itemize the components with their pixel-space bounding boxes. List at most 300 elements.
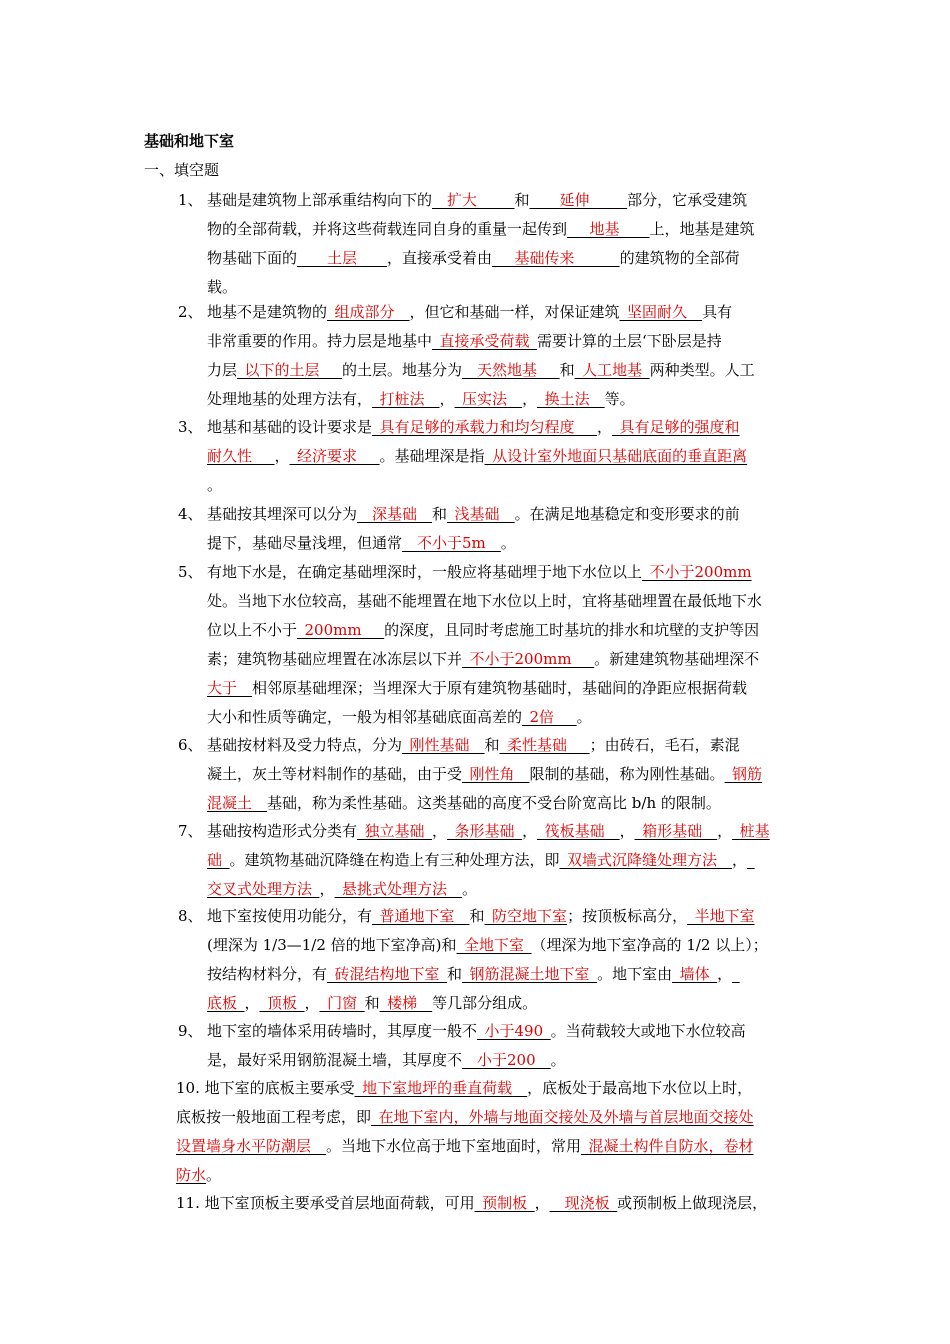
answer-text: 楼梯 bbox=[387, 994, 418, 1012]
text-line bbox=[207, 731, 807, 760]
answer-text: 不小于200mm bbox=[469, 650, 572, 668]
blank-underline: _ bbox=[574, 361, 583, 379]
question-text: 地下室的墙体采用砖墙时，其厚度一般不 bbox=[207, 1022, 478, 1040]
question-text: ， bbox=[244, 994, 260, 1012]
blank-underline: _ bbox=[581, 1137, 589, 1155]
question-text: 的土层。地基分为 bbox=[342, 361, 463, 379]
text-line bbox=[207, 789, 807, 818]
answer-text: 小于490 bbox=[484, 1022, 544, 1040]
answer-text: 2倍 bbox=[529, 708, 555, 726]
answer-text: 双墙式沉降缝处理方法 bbox=[567, 851, 718, 869]
question-text: 。 bbox=[206, 1166, 222, 1184]
text-line bbox=[207, 215, 807, 244]
blank-underline: ___ bbox=[567, 220, 590, 238]
question-text: 。当荷载较大或地下水位较高 bbox=[550, 1022, 746, 1040]
answer-text: 组成部分 bbox=[334, 303, 395, 321]
answer-text: 普通地下室 bbox=[379, 907, 455, 925]
answer-text: 防水 bbox=[176, 1166, 207, 1184]
blank-underline: __ bbox=[417, 505, 433, 523]
answer-text: 混凝土 bbox=[207, 794, 253, 812]
text-line bbox=[207, 1017, 807, 1046]
question-text: ， bbox=[717, 822, 733, 840]
answer-text: 换土法 bbox=[544, 390, 590, 408]
question-text: 。在满足地基稳定和变形要求的前 bbox=[514, 505, 740, 523]
answer-text: 浅基础 bbox=[454, 505, 500, 523]
blank-underline: _ bbox=[619, 303, 628, 321]
text-line bbox=[207, 703, 807, 732]
question-body bbox=[207, 731, 807, 818]
blank-underline: _ bbox=[484, 447, 493, 465]
question-body bbox=[207, 817, 807, 904]
blank-underline: _ bbox=[474, 1194, 483, 1212]
question-text: 的建筑物的全部荷 bbox=[619, 249, 740, 267]
answer-text: 天然地基 bbox=[477, 361, 538, 379]
blank-underline: _ bbox=[327, 303, 335, 321]
text-line bbox=[207, 327, 807, 356]
blank-underline: _ bbox=[222, 851, 230, 869]
section-heading: 一、填空题 bbox=[144, 161, 220, 179]
blank-underline: __ bbox=[687, 303, 703, 321]
blank-underline: _____ bbox=[477, 191, 515, 209]
question-body bbox=[176, 1189, 808, 1218]
blank-underline: ____ bbox=[297, 249, 328, 267]
question-text: 。 bbox=[207, 476, 223, 494]
text-line bbox=[207, 244, 807, 273]
blank-underline: ____ bbox=[357, 249, 388, 267]
question-text: ， bbox=[432, 822, 448, 840]
question-number: 1、 bbox=[178, 191, 203, 209]
text-line bbox=[207, 587, 807, 616]
blank-underline: _ bbox=[312, 880, 320, 898]
question-text: ， bbox=[274, 447, 290, 465]
answer-text: 具有足够的强度和 bbox=[619, 418, 740, 436]
question-text: 地下室按使用功能分，有 bbox=[207, 907, 373, 925]
text-line bbox=[207, 1046, 807, 1075]
blank-underline: _ bbox=[372, 390, 380, 408]
answer-text: 混凝土构件自防水，卷材 bbox=[588, 1137, 754, 1155]
answer-text: 预制板 bbox=[482, 1194, 528, 1212]
answer-text: 刚性角 bbox=[469, 765, 515, 783]
blank-underline: _ bbox=[537, 390, 545, 408]
answer-text: 箱形基础 bbox=[642, 822, 703, 840]
question-text: ，直接承受着由 bbox=[387, 249, 493, 267]
question-text: ，底板处于最高地下水位以上时， bbox=[527, 1079, 753, 1097]
blank-underline: __ bbox=[394, 303, 410, 321]
question-text: 素；建筑物基础应埋置在冰冻层以下并 bbox=[207, 650, 463, 668]
text-line bbox=[176, 1189, 808, 1218]
question-body bbox=[207, 558, 807, 732]
blank-underline: _ bbox=[747, 851, 755, 869]
question-text: 是，最好采用钢筋混凝土墙，其厚度不 bbox=[207, 1051, 463, 1069]
question-text: 基础是建筑物上部承重结构向下的 bbox=[207, 191, 433, 209]
blank-underline: ___ bbox=[537, 361, 560, 379]
blank-underline: _ bbox=[462, 965, 470, 983]
question-text: ， bbox=[619, 822, 635, 840]
question-text: 具有 bbox=[702, 303, 733, 321]
blank-underline: __ bbox=[311, 1137, 327, 1155]
document-title: 基础和地下室 bbox=[144, 132, 235, 150]
text-line bbox=[207, 960, 807, 989]
answer-text: 条形基础 bbox=[454, 822, 515, 840]
answer-text: 防空地下室 bbox=[492, 907, 568, 925]
question-body bbox=[207, 902, 807, 1018]
question-text: 。当地下水位高于地下室地面时，常用 bbox=[326, 1137, 582, 1155]
question-text: 部分，它承受建筑 bbox=[627, 191, 748, 209]
answer-text: 础 bbox=[207, 851, 223, 869]
blank-underline: _ bbox=[424, 822, 433, 840]
blank-underline: _ bbox=[237, 994, 245, 1012]
blank-underline: _ bbox=[357, 822, 365, 840]
blank-underline: ___ bbox=[574, 418, 598, 436]
text-line bbox=[207, 875, 807, 904]
blank-underline: ___ bbox=[252, 447, 275, 465]
question-text: 处。当地下水位较高，基础不能埋置在地下水位以上时，宜将基础埋置在最低地下水 bbox=[207, 592, 763, 610]
text-line bbox=[207, 442, 807, 471]
blank-underline: _ bbox=[289, 447, 298, 465]
blank-underline: _ bbox=[609, 1194, 618, 1212]
answer-text: 钢筋混凝土地下室 bbox=[469, 965, 590, 983]
question-text: ， bbox=[304, 994, 320, 1012]
blank-underline: __ bbox=[417, 994, 433, 1012]
blank-underline: _ bbox=[372, 418, 380, 436]
question-number: 4、 bbox=[178, 505, 203, 523]
question-text: 基础，称为柔性基础。这类基础的高度不受台阶宽高比 b/h 的限制。 bbox=[267, 794, 721, 812]
answer-text: 桩基 bbox=[739, 822, 770, 840]
question-text: 限制的基础，称为刚性基础。 bbox=[529, 765, 725, 783]
text-line bbox=[207, 471, 807, 500]
blank-underline: _ bbox=[527, 1194, 535, 1212]
blank-underline: _ bbox=[522, 708, 530, 726]
question-number: 9、 bbox=[178, 1022, 203, 1040]
question-text: ， bbox=[319, 880, 335, 898]
question-text: 凝土，灰土等材料制作的基础，由于受 bbox=[207, 765, 463, 783]
question-text: 物的全部荷载，并将这些荷载连同自身的重量一起传到 bbox=[207, 220, 568, 238]
question-text: 和 bbox=[484, 736, 500, 754]
text-line bbox=[176, 1161, 808, 1190]
question-text: 基础按其埋深可以分为 bbox=[207, 505, 358, 523]
blank-underline: _ bbox=[559, 851, 568, 869]
blank-underline: _ bbox=[432, 332, 440, 350]
answer-text: 门窗 bbox=[327, 994, 358, 1012]
answer-text: 顶板 bbox=[267, 994, 298, 1012]
blank-underline: _ bbox=[537, 822, 545, 840]
blank-underline: __ bbox=[252, 794, 268, 812]
question-text: 和 bbox=[364, 994, 380, 1012]
blank-underline: __ bbox=[469, 736, 485, 754]
blank-underline: _ bbox=[357, 994, 365, 1012]
blank-underline: __ bbox=[357, 505, 373, 523]
question-text: 载。 bbox=[207, 278, 238, 296]
blank-underline: _ bbox=[672, 965, 680, 983]
answer-text: 全地下室 bbox=[464, 936, 525, 954]
answer-text: 现浇板 bbox=[564, 1194, 610, 1212]
text-line bbox=[176, 1132, 808, 1161]
answer-text: 土层 bbox=[327, 249, 358, 267]
question-text: 大小和性质等确定，一般为相邻基础底面高差的 bbox=[207, 708, 523, 726]
question-number: 7、 bbox=[178, 822, 203, 840]
question-number: 8、 bbox=[178, 907, 203, 925]
answer-text: 半地下室 bbox=[694, 907, 755, 925]
question-text: 和 bbox=[559, 361, 575, 379]
answer-text: 人工地基 bbox=[582, 361, 643, 379]
blank-underline: _ bbox=[319, 994, 328, 1012]
question-text: 有地下水是，在确定基础埋深时，一般应将基础埋于地下水位以上 bbox=[207, 563, 643, 581]
blank-underline: ___ bbox=[571, 650, 595, 668]
blank-underline: _ bbox=[709, 965, 718, 983]
text-line bbox=[207, 902, 807, 931]
blank-underline: __ bbox=[549, 1194, 565, 1212]
question-text: 。 bbox=[500, 534, 516, 552]
question-text: 和 bbox=[469, 907, 485, 925]
question-text: 10. 地下室的底板主要承受 bbox=[176, 1079, 355, 1097]
blank-underline: ___ bbox=[567, 736, 590, 754]
blank-underline: ____ bbox=[619, 220, 650, 238]
question-number: 6、 bbox=[178, 736, 203, 754]
blank-underline: ___ bbox=[554, 708, 577, 726]
question-text: ， bbox=[597, 418, 613, 436]
text-line bbox=[207, 413, 807, 442]
answer-text: 从设计室外地面只基础底面的垂直距离 bbox=[492, 447, 748, 465]
question-text: 相邻原基础埋深；当埋深大于原有建筑物基础时，基础间的净距应根据荷载 bbox=[252, 679, 748, 697]
blank-underline: ___ bbox=[357, 447, 380, 465]
blank-underline: _ bbox=[447, 822, 455, 840]
answer-text: 底板 bbox=[207, 994, 238, 1012]
blank-underline: _ bbox=[379, 994, 388, 1012]
question-text: 基础按构造形式分类有 bbox=[207, 822, 358, 840]
blank-underline: _ bbox=[524, 936, 532, 954]
blank-underline: _ bbox=[327, 965, 335, 983]
question-text: ， bbox=[732, 851, 748, 869]
blank-underline: __ bbox=[462, 361, 478, 379]
question-text: ， bbox=[522, 390, 538, 408]
blank-underline: __ bbox=[462, 1051, 478, 1069]
question-text: ， bbox=[717, 965, 733, 983]
text-line bbox=[207, 529, 807, 558]
blank-underline: _ bbox=[642, 361, 650, 379]
question-text: 非常重要的作用。持力层是地基中 bbox=[207, 332, 433, 350]
answer-text: 直接承受荷载 bbox=[439, 332, 530, 350]
question-text: 的深度，且同时考虑施工时基坑的排水和坑壁的支护等因 bbox=[384, 621, 760, 639]
answer-text: 柔性基础 bbox=[507, 736, 568, 754]
text-line bbox=[207, 645, 807, 674]
text-line bbox=[207, 846, 807, 875]
answer-text: 钢筋 bbox=[732, 765, 763, 783]
blank-underline: ___ bbox=[492, 249, 515, 267]
blank-underline: __ bbox=[507, 390, 523, 408]
text-line bbox=[207, 186, 807, 215]
blank-underline: _ bbox=[499, 736, 508, 754]
answer-text: 墙体 bbox=[679, 965, 710, 983]
blank-underline: _ bbox=[371, 1108, 379, 1126]
answer-text: 耐久性 bbox=[207, 447, 253, 465]
blank-underline: __ bbox=[447, 880, 463, 898]
question-text: 。 bbox=[550, 1051, 566, 1069]
text-line bbox=[207, 558, 807, 587]
blank-underline: _ bbox=[634, 822, 643, 840]
blank-underline: ___ bbox=[319, 361, 343, 379]
blank-underline: _ bbox=[456, 936, 465, 954]
question-text: ；由砖石，毛石，素混 bbox=[589, 736, 740, 754]
answer-text: 独立基础 bbox=[364, 822, 425, 840]
answer-text: 扩大 bbox=[447, 191, 478, 209]
text-line bbox=[176, 1103, 808, 1132]
blank-underline: _ bbox=[462, 765, 470, 783]
question-body bbox=[207, 186, 807, 302]
blank-underline: _ bbox=[447, 505, 455, 523]
question-text: 底板按一般地面工程考虑，即 bbox=[176, 1108, 372, 1126]
blank-underline: __ bbox=[402, 534, 418, 552]
question-number: 5、 bbox=[178, 563, 203, 581]
question-text: ， bbox=[439, 390, 455, 408]
answer-text: 地基 bbox=[589, 220, 620, 238]
question-text: 提下，基础尽量浅埋，但通常 bbox=[207, 534, 403, 552]
blank-underline: _ bbox=[732, 965, 740, 983]
blank-underline: _ bbox=[484, 907, 493, 925]
blank-underline: _ bbox=[237, 361, 245, 379]
blank-underline: __ bbox=[499, 505, 515, 523]
question-text: ， bbox=[522, 822, 538, 840]
blank-underline: __ bbox=[535, 1051, 551, 1069]
answer-text: 设置墙身水平防潮层 bbox=[176, 1137, 312, 1155]
question-text: ， bbox=[534, 1194, 550, 1212]
question-text: 等几部分组成。 bbox=[432, 994, 538, 1012]
blank-underline: _ bbox=[259, 994, 268, 1012]
question-text: 需要计算的土层‘下卧层是持 bbox=[537, 332, 722, 350]
blank-underline: __ bbox=[717, 851, 733, 869]
blank-underline: _ bbox=[297, 621, 305, 639]
blank-underline: _ bbox=[297, 994, 305, 1012]
text-line bbox=[207, 616, 807, 645]
question-text: 。地下室由 bbox=[597, 965, 673, 983]
blank-underline: __ bbox=[512, 1079, 528, 1097]
question-text: 处理地基的处理方法有， bbox=[207, 390, 373, 408]
answer-text: 深基础 bbox=[372, 505, 418, 523]
blank-underline: _ bbox=[642, 563, 650, 581]
blank-underline: _ bbox=[543, 1022, 551, 1040]
question-text: 基础按材料及受力特点，分为 bbox=[207, 736, 403, 754]
question-text: 和 bbox=[432, 505, 448, 523]
answer-text: 200mm bbox=[304, 621, 362, 639]
blank-underline: _ bbox=[402, 736, 410, 754]
question-text: ；按顶板标高分， bbox=[567, 907, 688, 925]
question-text: 按结构材料分，有 bbox=[207, 965, 328, 983]
text-line bbox=[207, 931, 807, 960]
blank-underline: ______ bbox=[574, 249, 620, 267]
question-text: 地基和基础的设计要求是 bbox=[207, 418, 373, 436]
question-body bbox=[207, 413, 807, 500]
text-line bbox=[207, 817, 807, 846]
answer-text: 坚固耐久 bbox=[627, 303, 688, 321]
answer-text: 以下的土层 bbox=[244, 361, 320, 379]
blank-underline: _ bbox=[462, 650, 470, 668]
text-line bbox=[207, 500, 807, 529]
blank-underline: _ bbox=[334, 880, 343, 898]
question-text: 。基础埋深是指 bbox=[379, 447, 485, 465]
answer-text: 小于200 bbox=[477, 1051, 536, 1069]
blank-underline: _____ bbox=[589, 191, 628, 209]
blank-underline: __ bbox=[514, 765, 530, 783]
answer-text: 延伸 bbox=[559, 191, 590, 209]
question-text: 。 bbox=[576, 708, 592, 726]
answer-text: 地下室地坪的垂直荷载 bbox=[362, 1079, 513, 1097]
question-text: 上，地基是建筑 bbox=[649, 220, 755, 238]
blank-underline: _ bbox=[732, 822, 740, 840]
text-line bbox=[207, 385, 807, 414]
text-line bbox=[207, 674, 807, 703]
question-text: ，但它和基础一样，对保证建筑 bbox=[409, 303, 620, 321]
blank-underline: _ bbox=[439, 965, 448, 983]
question-text: 和 bbox=[447, 965, 463, 983]
blank-underline: ___ bbox=[361, 621, 385, 639]
question-text: (埋深为 1/3—1/2 倍的地下室净高)和 bbox=[207, 936, 457, 954]
answer-text: 不小于200mm bbox=[649, 563, 752, 581]
blank-underline: _ bbox=[687, 907, 695, 925]
blank-underline: __ bbox=[424, 390, 440, 408]
text-line bbox=[176, 1074, 808, 1103]
answer-text: 基础传来 bbox=[514, 249, 575, 267]
question-number: 2、 bbox=[178, 303, 203, 321]
blank-underline: __ bbox=[702, 822, 718, 840]
question-text: 和 bbox=[514, 191, 530, 209]
blank-underline: __ bbox=[454, 907, 470, 925]
question-text: 两种类型。人工 bbox=[649, 361, 755, 379]
question-text: （埋深为地下室净高的 1/2 以上）； bbox=[531, 936, 768, 954]
blank-underline: __ bbox=[237, 679, 253, 697]
answer-text: 交叉式处理方法 bbox=[207, 880, 313, 898]
blank-underline: _ bbox=[612, 418, 620, 436]
blank-underline: _ bbox=[372, 907, 380, 925]
question-text: 。新建建筑物基础埋深不 bbox=[594, 650, 760, 668]
question-text: 或预制板上做现浇层， bbox=[617, 1194, 768, 1212]
answer-text: 大于 bbox=[207, 679, 238, 697]
question-body bbox=[207, 1017, 807, 1075]
answer-text: 刚性基础 bbox=[409, 736, 470, 754]
answer-text: 在地下室内，外墙与地面交接处及外墙与首层地面交接处 bbox=[378, 1108, 754, 1126]
blank-underline: _ bbox=[514, 822, 523, 840]
answer-text: 筏板基础 bbox=[544, 822, 605, 840]
question-text: 等。 bbox=[604, 390, 635, 408]
question-body bbox=[207, 298, 807, 414]
answer-text: 砖混结构地下室 bbox=[334, 965, 440, 983]
question-body bbox=[207, 500, 807, 558]
blank-underline: __ bbox=[485, 534, 501, 552]
question-text: 位以上不小于 bbox=[207, 621, 298, 639]
blank-underline: _ bbox=[477, 1022, 485, 1040]
question-text: 。建筑物基础沉降缝在构造上有三种处理方法，即 bbox=[229, 851, 560, 869]
blank-underline: _ bbox=[354, 1079, 363, 1097]
blank-underline: _ bbox=[724, 765, 733, 783]
blank-underline: _ bbox=[454, 390, 463, 408]
blank-underline: ____ bbox=[529, 191, 560, 209]
question-text: 力层 bbox=[207, 361, 238, 379]
answer-text: 具有足够的承载力和均匀程度 bbox=[379, 418, 575, 436]
answer-text: 经济要求 bbox=[297, 447, 358, 465]
answer-text: 压实法 bbox=[462, 390, 508, 408]
blank-underline: __ bbox=[432, 191, 448, 209]
blank-underline: _ bbox=[529, 332, 538, 350]
question-text: 地基不是建筑物的 bbox=[207, 303, 328, 321]
question-body bbox=[176, 1074, 808, 1190]
question-number: 3、 bbox=[178, 418, 203, 436]
blank-underline: __ bbox=[604, 822, 620, 840]
answer-text: 悬挑式处理方法 bbox=[342, 880, 448, 898]
question-text: 11. 地下室顶板主要承受首层地面荷载，可用 bbox=[176, 1194, 475, 1212]
answer-text: 不小于5m bbox=[417, 534, 486, 552]
text-line bbox=[207, 760, 807, 789]
blank-underline: _ bbox=[589, 965, 598, 983]
text-line bbox=[207, 989, 807, 1018]
answer-text: 打桩法 bbox=[379, 390, 425, 408]
